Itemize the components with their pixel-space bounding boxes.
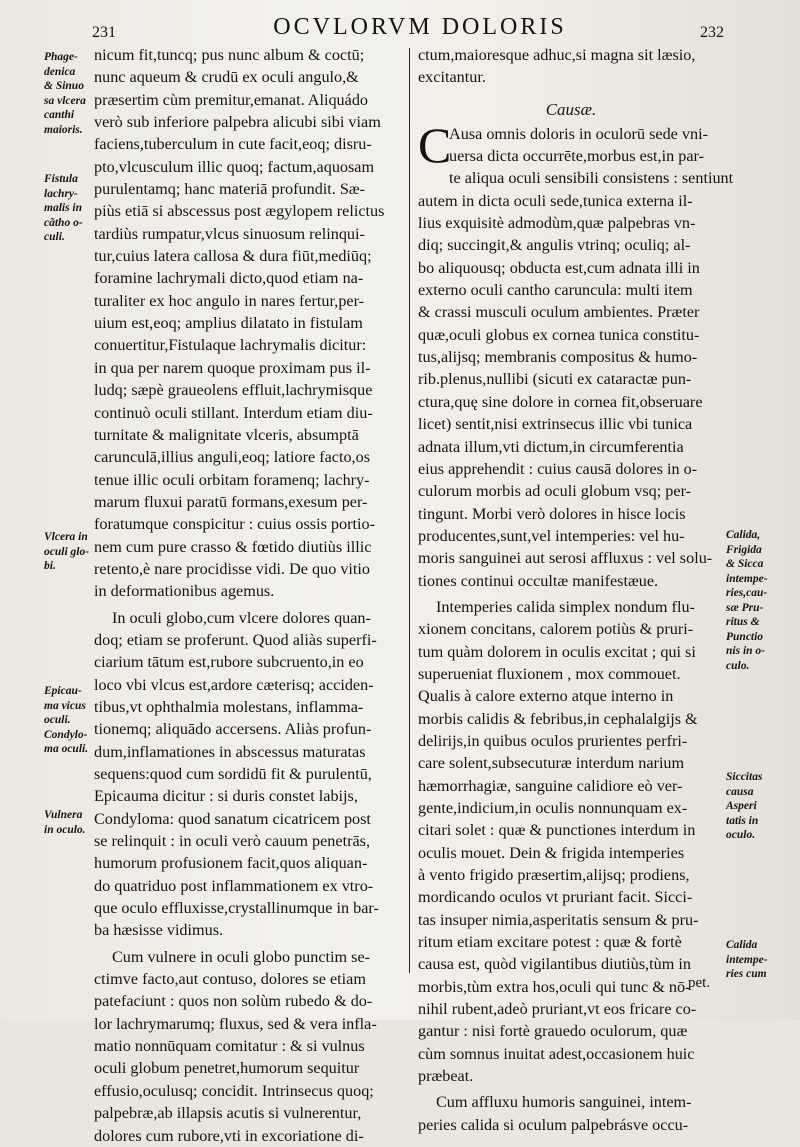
text-line: culorum morbis ad oculi globum vsq; per- [418,482,692,501]
text-line: matio nonnūquam comitatur : & si vulnus [94,1037,365,1056]
text-line: cùm somnus inuitat adest,occasionem huic [418,1044,695,1063]
margin-note-line: sa vlcera [44,94,86,107]
margin-note-line: Vlcera in [44,531,88,543]
text-line: diq; succingit,& angulis vtrinq; oculiq; al- [418,236,691,255]
left-column [94,44,400,1147]
text-line: externo oculi cantho caruncula: multi item [418,281,693,300]
margin-note-line: culo. [726,659,750,672]
text-line: que oculo effluxisse,crystallinumque in bar- [94,899,379,918]
page-number-right: 232 [700,24,724,41]
margin-note-line: malis in [44,202,83,214]
text-line: nem cum pure crasso & fœtido diutiùs illic [94,537,372,556]
text-line: ritum etiam excitare potest : quæ & fortè [418,933,682,952]
text-line: autem in dicta oculi sede,tunica externa il- [418,191,693,210]
text-line: gente,indicium,in oculis nonnunquam ex- [418,799,688,817]
margin-note-epicauma [44,684,94,757]
text-line: & crassi musculi oculum ambientes. Præter [418,303,700,322]
text-line: quæ,oculi globus ex cornea tunica constitu- [418,325,700,344]
margin-note-line: ries,cau- [726,587,768,599]
margin-note-line: Siccitas [726,771,763,783]
text-line: tum quàm dolorem in oculis excitat ; qui si [418,642,696,661]
text-line: ba hæsisse vidimus. [94,921,224,940]
text-line: tur,cuius latera callosa & dura fiūt,mediūq; [94,247,372,266]
text-line: loco vbi vlcus est,ardore cæterisq; acciden- [94,675,374,694]
page-number-left: 231 [92,24,116,41]
text-line: continuò oculi stillant. Interdum etiam diu- [94,403,373,422]
margin-note-line: tatis in [726,814,759,827]
text-line: humorum profusionem facit,quos aliquan- [94,854,368,873]
margin-note-fistula [44,172,94,245]
margin-note-line: Fistula [44,173,78,185]
text-line: tibus,vt ophthalmia molestans, inflamma- [94,697,364,716]
text-line: te aliqua oculi sensibili consistens : sentiunt [449,169,734,188]
text-line: palpebræ,ab illapsis acutis si vulnerentur, [94,1104,362,1123]
margin-note-line: Asperi [726,800,757,812]
margin-note-line: nis in o- [726,645,765,657]
text-line: superueniat fluxionem , mox commouet. [418,664,681,683]
text-line: ciarium tātum est,rubore subcruento,in eo [94,653,364,672]
text-line: à vento frigido præsertim,alijsq; prodiens, [418,866,690,885]
text-line: care solent,subsecuturæ interdum narium [418,754,685,773]
margin-note-calida-intemperies [726,938,798,982]
text-line: in deformationibus agemus. [94,582,275,601]
column-rule [409,48,410,973]
margin-note-line: Epicau- [44,685,82,697]
drop-capital: C [418,116,452,173]
text-line: retento,è nare procidisse vidi. De quo vitio [94,559,371,578]
margin-note-line: ma vicus [44,699,86,712]
margin-note-line: cãtho o- [44,216,83,229]
text-line: lor lachrymarumq; fluxus, sed & vera infla- [94,1014,377,1033]
margin-note-line: & Sicca [726,558,764,570]
margin-note-line: bi. [44,560,56,572]
text-line: do quatriduo post inflammationem ex vtro- [94,876,374,895]
text-line: marum fluxui paratū formans,exesum per- [94,492,368,511]
running-title: OCVLORVM DOLORIS [273,14,567,40]
text-line: citari solet : quæ & punctiones interdum in [418,821,696,840]
text-line: nihil rubent,adeò pruriant,vt eos fricare co- [418,1000,697,1019]
margin-note-line: Condylo- [44,728,88,741]
section-heading: Causæ. [545,99,597,119]
text-line: xionem concitans, calorem potiùs & pruri- [418,620,694,639]
text-line: licet) sentit,nisi extrinsecus illic vbi tunica [418,415,693,434]
text-line: turaliter ex hoc angulo in nares fertur,per- [94,291,365,310]
text-line: verò sub inferiore palpebra alicubi sibi viam [94,113,381,132]
text-line: conuertitur,Fistulaque lachrymalis dicitur: [94,336,367,355]
margin-note-vlcera [44,530,94,574]
text-line: adnata illum,vti dictum,in circumferentia [418,437,684,456]
margin-note-line: maioris. [44,123,83,136]
text-line: Condyloma: quod sanatum cicatricem post [94,809,371,828]
margin-note-siccitas [726,770,798,843]
text-line: producentes,sunt,vel intemperies: vel hu- [418,526,685,545]
text-line: piùs etiā si abscessus post ægylopem relictus [94,202,385,221]
text-line: ctura,quę sine dolore in cornea fit,obseruare [418,392,703,411]
text-line: Cum affluxu humoris sanguinei, intem- [436,1093,692,1112]
text-line: sequens:quod cum sordidū fit & purulentū, [94,765,372,783]
text-line: patefaciunt : quos non solùm rubedo & do- [94,992,373,1011]
text-line: oculis mouet. Dein & frigida intemperies [418,843,685,862]
text-line: tenue illic oculi orbitam foramenq; lachry- [94,470,370,489]
text-line: tionemq; aliquādo accersens. Aliàs profun- [94,720,372,739]
margin-note-line: intempe- [726,953,768,966]
text-line: ctimve facto,aut contuso, dolores se etiam [94,970,366,989]
text-line: causa est, quòd vigilantibus diutiùs,tùm in [418,955,691,974]
margin-note-line: Vulnera [44,809,83,821]
text-line: Intemperies calida simplex nondum flu- [436,597,695,616]
text-line: Cum vulnere in oculi globo punctim se- [112,947,371,966]
text-line: dolores cum rubore,vti in excoriatione di- [94,1126,364,1145]
text-line: ctum,maioresque adhuc,si magna sit læsio, [418,46,696,64]
text-line: Qualis à calore externo atque interno in [418,687,674,706]
margin-note-phagedenica [44,50,94,137]
text-line: faciens,tuberculum in cute facit,eoq; disru- [94,135,372,154]
text-line: tingunt. Morbi verò dolores in hisce locis [418,504,686,523]
page-header [0,4,800,44]
text-line: tus,alijsq; membranis compositus & humo- [418,348,698,367]
text-line: tas insuper nimia,asperitatis sensum & pru- [418,910,699,929]
text-line: Epicauma dicitur : si duris constet labijs, [94,787,358,806]
text-line: morbis calidis & febribus,in cephalalgijs & [418,709,698,728]
text-line: bo aliquousq; obducta est,cum adnata illi in [418,258,700,277]
text-line: excitantur. [418,68,486,87]
text-line: gantur : nisi fortè grauedo oculorum, quæ [418,1022,688,1041]
margin-note-line: causa [726,785,754,798]
text-line: mordicando oculos vt pruriant facit. Sicci- [418,888,693,907]
text-line: uium est,eoq; amplius dilatato in fistulam [94,314,363,333]
text-line: rib.plenus,nullibi (sicuti ex cataractæ pun- [418,370,692,389]
margin-note-line: canthi [44,109,75,121]
text-line: lius exquisitè admodùm,quæ palpebras vn- [418,214,696,233]
text-line: delirijs,in quibus oculos prurientes perfri- [418,731,688,750]
text-line: tardiùs rumpatur,vlcus sinuosum relinqui- [94,224,365,243]
text-line: præbeat. [418,1067,474,1086]
text-line: turnitate & malignitate vlceris, absumptā [94,425,359,444]
catchword: pet. [688,975,711,991]
text-line: foratumque conspicitur : cuius ossis portio- [94,515,375,534]
text-line: nicum fit,tuncq; pus nunc album & coctū; [94,46,365,64]
text-line: ludq; sæpè graueolens effluit,lachrymisque [94,381,373,400]
text-line: in qua per narem quoque proximam pus il- [94,358,371,377]
text-line: foramine lachrymali dicto,quod etiam na- [94,269,364,288]
margin-note-line: ries cum [726,968,767,980]
margin-note-line: oculi. [44,714,71,726]
margin-note-line: intempe- [726,572,768,585]
margin-note-line: culi. [44,231,65,243]
text-line: eius apprehendit : cuius causā dolores in o- [418,459,698,478]
margin-note-line: Frigida [726,543,762,556]
margin-note-line: in oculo. [44,823,86,836]
margin-note-line: Phage- [44,51,78,63]
text-line: dum,inflamationes in abscessus maturatas [94,742,366,761]
text-line: peries calida si oculum palpebrásve occu- [418,1115,689,1134]
margin-note-line: Calida, [726,529,761,541]
text-line: nunc aqueum & crudū ex oculi angulo,& [94,68,359,87]
margin-note-line: Calida [726,939,758,951]
margin-note-line: & Sinuo [44,80,84,92]
margin-note-line: oculi glo- [44,545,90,558]
right-column [418,44,734,1136]
text-line: Ausa omnis doloris in oculorū sede vni- [449,124,708,143]
text-line: pto,vlcusculum illic quoq; factum,aquosam [94,157,375,176]
margin-note-line: Punctio [726,630,764,643]
text-line: moris sanguinei aut serosi affluxus : vel solu- [418,549,713,568]
margin-note-line: ma oculi. [44,743,89,755]
text-line: carunculā,illius anguli,eoq; latiore facto,os [94,448,370,467]
text-line: effusio,oculusq; concidit. Intrinsecus quoq; [94,1081,374,1100]
text-line: In oculi globo,cum vlcere dolores quan- [112,608,371,627]
margin-note-line: oculo. [726,829,756,841]
margin-note-line: lachry- [44,187,78,200]
margin-note-line: denica [44,65,76,78]
text-line: doq; etiam se proferunt. Quod aliàs superfi- [94,630,377,649]
margin-note-calida-frigida [726,528,798,673]
text-line: purulentamq; hanc materiā profundit. Sæ- [94,180,366,199]
margin-note-vulnera [44,808,94,837]
text-line: oculi globum penetret,humorum sequitur [94,1059,360,1078]
text-line: præsertim cùm premitur,emanat. Aliquádo [94,90,369,109]
margin-note-line: sæ Pru- [726,601,764,614]
text-line: uersa dicta occurrēte,morbus est,in par- [449,147,704,166]
text-line: hæmorrhagiæ, sanguine calidiore eò ver- [418,776,683,795]
text-line: tiones continui occultæ manifestæue. [418,571,659,590]
text-line: se relinquit : in oculi verò cauum penetrās, [94,832,371,851]
text-line: morbis,tùm extra hos,oculi qui tunc & nō- [418,977,691,996]
margin-note-line: ritus & [726,616,760,628]
